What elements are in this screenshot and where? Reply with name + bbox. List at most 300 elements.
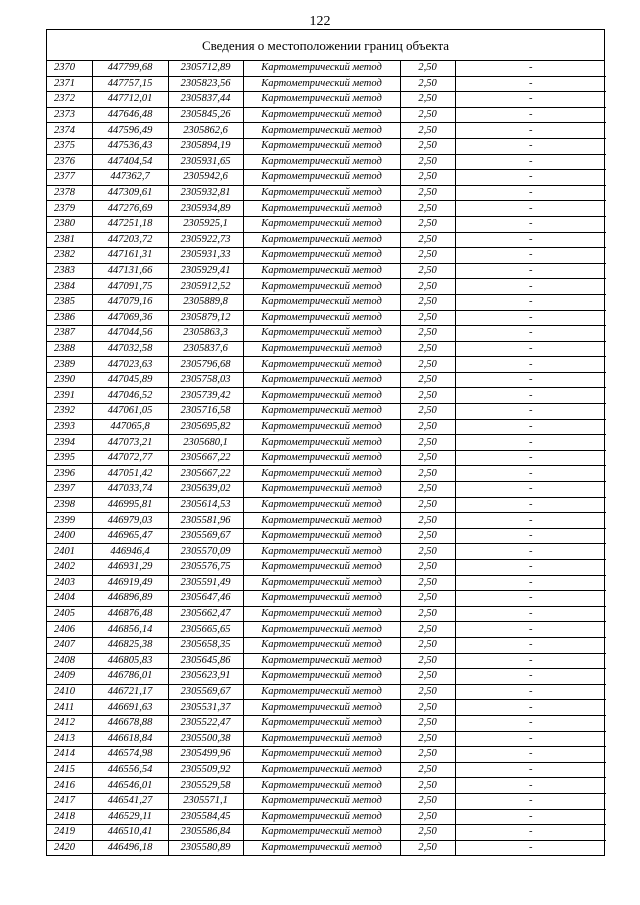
table-row — [47, 76, 606, 92]
precision-cell: 2,50 — [400, 123, 455, 139]
point-number-cell: 2397 — [47, 482, 92, 498]
x-coordinate-cell: 447362,7 — [92, 170, 168, 186]
description-cell: - — [455, 591, 606, 607]
y-coordinate-cell: 2305942,6 — [168, 170, 243, 186]
x-coordinate-cell: 446896,89 — [92, 591, 168, 607]
section-title: Сведения о местоположении границ объекта — [47, 30, 604, 61]
point-number-cell: 2411 — [47, 700, 92, 716]
point-number-cell: 2384 — [47, 279, 92, 295]
method-cell: Картометрический метод — [243, 482, 400, 498]
point-number-cell: 2376 — [47, 154, 92, 170]
y-coordinate-cell: 2305614,53 — [168, 497, 243, 513]
description-cell: - — [455, 435, 606, 451]
precision-cell: 2,50 — [400, 279, 455, 295]
y-coordinate-cell: 2305665,65 — [168, 622, 243, 638]
precision-cell: 2,50 — [400, 669, 455, 685]
table-row — [47, 700, 606, 716]
method-cell: Картометрический метод — [243, 123, 400, 139]
x-coordinate-cell: 447061,05 — [92, 404, 168, 420]
description-cell: - — [455, 560, 606, 576]
method-cell: Картометрический метод — [243, 715, 400, 731]
description-cell: - — [455, 528, 606, 544]
x-coordinate-cell: 446618,84 — [92, 731, 168, 747]
table-row — [47, 466, 606, 482]
x-coordinate-cell: 446721,17 — [92, 684, 168, 700]
precision-cell: 2,50 — [400, 185, 455, 201]
point-number-cell: 2391 — [47, 388, 92, 404]
table-row — [47, 560, 606, 576]
x-coordinate-cell: 446931,29 — [92, 560, 168, 576]
point-number-cell: 2396 — [47, 466, 92, 482]
x-coordinate-cell: 446541,27 — [92, 793, 168, 809]
x-coordinate-cell: 446546,01 — [92, 778, 168, 794]
y-coordinate-cell: 2305500,38 — [168, 731, 243, 747]
precision-cell: 2,50 — [400, 497, 455, 513]
point-number-cell: 2378 — [47, 185, 92, 201]
y-coordinate-cell: 2305576,75 — [168, 560, 243, 576]
point-number-cell: 2383 — [47, 263, 92, 279]
point-number-cell: 2403 — [47, 575, 92, 591]
point-number-cell: 2402 — [47, 560, 92, 576]
description-cell: - — [455, 388, 606, 404]
x-coordinate-cell: 446825,38 — [92, 637, 168, 653]
precision-cell: 2,50 — [400, 138, 455, 154]
x-coordinate-cell: 446556,54 — [92, 762, 168, 778]
method-cell: Картометрический метод — [243, 216, 400, 232]
description-cell: - — [455, 466, 606, 482]
point-number-cell: 2407 — [47, 637, 92, 653]
description-cell: - — [455, 715, 606, 731]
x-coordinate-cell: 447757,15 — [92, 76, 168, 92]
method-cell: Картометрический метод — [243, 232, 400, 248]
description-cell: - — [455, 279, 606, 295]
table-row — [47, 528, 606, 544]
table-row — [47, 92, 606, 108]
precision-cell: 2,50 — [400, 825, 455, 841]
precision-cell: 2,50 — [400, 388, 455, 404]
method-cell: Картометрический метод — [243, 388, 400, 404]
y-coordinate-cell: 2305570,09 — [168, 544, 243, 560]
y-coordinate-cell: 2305712,89 — [168, 61, 243, 76]
table-row — [47, 123, 606, 139]
precision-cell: 2,50 — [400, 544, 455, 560]
y-coordinate-cell: 2305586,84 — [168, 825, 243, 841]
method-cell: Картометрический метод — [243, 528, 400, 544]
point-number-cell: 2377 — [47, 170, 92, 186]
x-coordinate-cell: 447799,68 — [92, 61, 168, 76]
method-cell: Картометрический метод — [243, 513, 400, 529]
description-cell: - — [455, 700, 606, 716]
description-cell: - — [455, 825, 606, 841]
method-cell: Картометрический метод — [243, 294, 400, 310]
x-coordinate-cell: 446919,49 — [92, 575, 168, 591]
method-cell: Картометрический метод — [243, 684, 400, 700]
x-coordinate-cell: 447203,72 — [92, 232, 168, 248]
method-cell: Картометрический метод — [243, 747, 400, 763]
coordinates-table — [47, 61, 606, 855]
y-coordinate-cell: 2305662,47 — [168, 606, 243, 622]
table-row — [47, 138, 606, 154]
precision-cell: 2,50 — [400, 310, 455, 326]
precision-cell: 2,50 — [400, 606, 455, 622]
y-coordinate-cell: 2305823,56 — [168, 76, 243, 92]
method-cell: Картометрический метод — [243, 404, 400, 420]
method-cell: Картометрический метод — [243, 185, 400, 201]
table-row — [47, 637, 606, 653]
method-cell: Картометрический метод — [243, 575, 400, 591]
method-cell: Картометрический метод — [243, 201, 400, 217]
method-cell: Картометрический метод — [243, 419, 400, 435]
method-cell: Картометрический метод — [243, 700, 400, 716]
description-cell: - — [455, 731, 606, 747]
y-coordinate-cell: 2305569,67 — [168, 684, 243, 700]
description-cell: - — [455, 622, 606, 638]
table-row — [47, 731, 606, 747]
table-row — [47, 294, 606, 310]
point-number-cell: 2385 — [47, 294, 92, 310]
description-cell: - — [455, 263, 606, 279]
description-cell: - — [455, 669, 606, 685]
precision-cell: 2,50 — [400, 762, 455, 778]
table-row — [47, 310, 606, 326]
y-coordinate-cell: 2305499,96 — [168, 747, 243, 763]
x-coordinate-cell: 446510,41 — [92, 825, 168, 841]
description-cell: - — [455, 575, 606, 591]
description-cell: - — [455, 61, 606, 76]
y-coordinate-cell: 2305863,3 — [168, 326, 243, 342]
precision-cell: 2,50 — [400, 700, 455, 716]
y-coordinate-cell: 2305934,89 — [168, 201, 243, 217]
point-number-cell: 2398 — [47, 497, 92, 513]
method-cell: Картометрический метод — [243, 341, 400, 357]
x-coordinate-cell: 446786,01 — [92, 669, 168, 685]
y-coordinate-cell: 2305639,02 — [168, 482, 243, 498]
x-coordinate-cell: 447596,49 — [92, 123, 168, 139]
description-cell: - — [455, 404, 606, 420]
description-cell: - — [455, 809, 606, 825]
description-cell: - — [455, 778, 606, 794]
description-cell: - — [455, 185, 606, 201]
method-cell: Картометрический метод — [243, 357, 400, 373]
method-cell: Картометрический метод — [243, 92, 400, 108]
precision-cell: 2,50 — [400, 216, 455, 232]
precision-cell: 2,50 — [400, 170, 455, 186]
y-coordinate-cell: 2305716,58 — [168, 404, 243, 420]
x-coordinate-cell: 446979,03 — [92, 513, 168, 529]
y-coordinate-cell: 2305929,41 — [168, 263, 243, 279]
method-cell: Картометрический метод — [243, 76, 400, 92]
precision-cell: 2,50 — [400, 840, 455, 855]
x-coordinate-cell: 447045,89 — [92, 372, 168, 388]
description-cell: - — [455, 793, 606, 809]
x-coordinate-cell: 446678,88 — [92, 715, 168, 731]
point-number-cell: 2387 — [47, 326, 92, 342]
boundary-table-sheet — [46, 29, 605, 856]
precision-cell: 2,50 — [400, 809, 455, 825]
y-coordinate-cell: 2305571,1 — [168, 793, 243, 809]
table-row — [47, 747, 606, 763]
precision-cell: 2,50 — [400, 248, 455, 264]
table-row — [47, 435, 606, 451]
precision-cell: 2,50 — [400, 404, 455, 420]
table-row — [47, 372, 606, 388]
y-coordinate-cell: 2305667,22 — [168, 450, 243, 466]
point-number-cell: 2372 — [47, 92, 92, 108]
x-coordinate-cell: 446946,4 — [92, 544, 168, 560]
method-cell: Картометрический метод — [243, 731, 400, 747]
precision-cell: 2,50 — [400, 653, 455, 669]
method-cell: Картометрический метод — [243, 154, 400, 170]
table-row — [47, 232, 606, 248]
point-number-cell: 2415 — [47, 762, 92, 778]
x-coordinate-cell: 447536,43 — [92, 138, 168, 154]
description-cell: - — [455, 294, 606, 310]
description-cell: - — [455, 372, 606, 388]
table-row — [47, 778, 606, 794]
x-coordinate-cell: 447069,36 — [92, 310, 168, 326]
description-cell: - — [455, 450, 606, 466]
precision-cell: 2,50 — [400, 482, 455, 498]
table-row — [47, 669, 606, 685]
table-row — [47, 419, 606, 435]
point-number-cell: 2414 — [47, 747, 92, 763]
x-coordinate-cell: 447646,48 — [92, 107, 168, 123]
point-number-cell: 2393 — [47, 419, 92, 435]
description-cell: - — [455, 637, 606, 653]
description-cell: - — [455, 170, 606, 186]
point-number-cell: 2399 — [47, 513, 92, 529]
description-cell: - — [455, 482, 606, 498]
table-row — [47, 715, 606, 731]
description-cell: - — [455, 201, 606, 217]
table-row — [47, 809, 606, 825]
description-cell: - — [455, 840, 606, 855]
precision-cell: 2,50 — [400, 747, 455, 763]
method-cell: Картометрический метод — [243, 170, 400, 186]
precision-cell: 2,50 — [400, 232, 455, 248]
method-cell: Картометрический метод — [243, 606, 400, 622]
description-cell: - — [455, 497, 606, 513]
precision-cell: 2,50 — [400, 419, 455, 435]
description-cell: - — [455, 76, 606, 92]
description-cell: - — [455, 232, 606, 248]
point-number-cell: 2370 — [47, 61, 92, 76]
point-number-cell: 2390 — [47, 372, 92, 388]
method-cell: Картометрический метод — [243, 326, 400, 342]
method-cell: Картометрический метод — [243, 591, 400, 607]
description-cell: - — [455, 154, 606, 170]
y-coordinate-cell: 2305645,86 — [168, 653, 243, 669]
y-coordinate-cell: 2305912,52 — [168, 279, 243, 295]
point-number-cell: 2408 — [47, 653, 92, 669]
description-cell: - — [455, 216, 606, 232]
y-coordinate-cell: 2305531,37 — [168, 700, 243, 716]
method-cell: Картометрический метод — [243, 497, 400, 513]
y-coordinate-cell: 2305695,82 — [168, 419, 243, 435]
y-coordinate-cell: 2305837,6 — [168, 341, 243, 357]
precision-cell: 2,50 — [400, 341, 455, 357]
table-row — [47, 825, 606, 841]
y-coordinate-cell: 2305658,35 — [168, 637, 243, 653]
method-cell: Картометрический метод — [243, 279, 400, 295]
table-row — [47, 107, 606, 123]
y-coordinate-cell: 2305509,92 — [168, 762, 243, 778]
point-number-cell: 2373 — [47, 107, 92, 123]
x-coordinate-cell: 447044,56 — [92, 326, 168, 342]
table-row — [47, 61, 606, 76]
table-row — [47, 263, 606, 279]
x-coordinate-cell: 446529,11 — [92, 809, 168, 825]
method-cell: Картометрический метод — [243, 637, 400, 653]
description-cell: - — [455, 544, 606, 560]
table-row — [47, 591, 606, 607]
table-row — [47, 450, 606, 466]
y-coordinate-cell: 2305584,45 — [168, 809, 243, 825]
table-row — [47, 606, 606, 622]
table-row — [47, 544, 606, 560]
description-cell: - — [455, 606, 606, 622]
y-coordinate-cell: 2305796,68 — [168, 357, 243, 373]
point-number-cell: 2375 — [47, 138, 92, 154]
point-number-cell: 2417 — [47, 793, 92, 809]
description-cell: - — [455, 653, 606, 669]
x-coordinate-cell: 447276,69 — [92, 201, 168, 217]
y-coordinate-cell: 2305569,67 — [168, 528, 243, 544]
description-cell: - — [455, 747, 606, 763]
y-coordinate-cell: 2305845,26 — [168, 107, 243, 123]
table-row — [47, 185, 606, 201]
point-number-cell: 2389 — [47, 357, 92, 373]
point-number-cell: 2380 — [47, 216, 92, 232]
method-cell: Картометрический метод — [243, 435, 400, 451]
y-coordinate-cell: 2305739,42 — [168, 388, 243, 404]
point-number-cell: 2392 — [47, 404, 92, 420]
x-coordinate-cell: 446876,48 — [92, 606, 168, 622]
y-coordinate-cell: 2305667,22 — [168, 466, 243, 482]
precision-cell: 2,50 — [400, 372, 455, 388]
method-cell: Картометрический метод — [243, 825, 400, 841]
method-cell: Картометрический метод — [243, 793, 400, 809]
point-number-cell: 2412 — [47, 715, 92, 731]
y-coordinate-cell: 2305758,03 — [168, 372, 243, 388]
precision-cell: 2,50 — [400, 450, 455, 466]
table-row — [47, 216, 606, 232]
x-coordinate-cell: 447065,8 — [92, 419, 168, 435]
x-coordinate-cell: 446965,47 — [92, 528, 168, 544]
description-cell: - — [455, 123, 606, 139]
method-cell: Картометрический метод — [243, 560, 400, 576]
table-row — [47, 326, 606, 342]
y-coordinate-cell: 2305580,89 — [168, 840, 243, 855]
x-coordinate-cell: 447072,77 — [92, 450, 168, 466]
method-cell: Картометрический метод — [243, 762, 400, 778]
description-cell: - — [455, 138, 606, 154]
point-number-cell: 2379 — [47, 201, 92, 217]
precision-cell: 2,50 — [400, 560, 455, 576]
point-number-cell: 2371 — [47, 76, 92, 92]
x-coordinate-cell: 446805,83 — [92, 653, 168, 669]
y-coordinate-cell: 2305623,91 — [168, 669, 243, 685]
y-coordinate-cell: 2305932,81 — [168, 185, 243, 201]
precision-cell: 2,50 — [400, 575, 455, 591]
table-row — [47, 482, 606, 498]
description-cell: - — [455, 107, 606, 123]
table-row — [47, 154, 606, 170]
method-cell: Картометрический метод — [243, 61, 400, 76]
y-coordinate-cell: 2305925,1 — [168, 216, 243, 232]
table-row — [47, 684, 606, 700]
precision-cell: 2,50 — [400, 107, 455, 123]
point-number-cell: 2394 — [47, 435, 92, 451]
table-row — [47, 341, 606, 357]
point-number-cell: 2388 — [47, 341, 92, 357]
method-cell: Картометрический метод — [243, 669, 400, 685]
table-row — [47, 497, 606, 513]
x-coordinate-cell: 447033,74 — [92, 482, 168, 498]
precision-cell: 2,50 — [400, 528, 455, 544]
page-number: 122 — [309, 14, 331, 29]
point-number-cell: 2404 — [47, 591, 92, 607]
point-number-cell: 2401 — [47, 544, 92, 560]
y-coordinate-cell: 2305931,33 — [168, 248, 243, 264]
precision-cell: 2,50 — [400, 61, 455, 76]
precision-cell: 2,50 — [400, 466, 455, 482]
precision-cell: 2,50 — [400, 793, 455, 809]
y-coordinate-cell: 2305894,19 — [168, 138, 243, 154]
coordinates-table-body — [47, 61, 606, 855]
precision-cell: 2,50 — [400, 591, 455, 607]
precision-cell: 2,50 — [400, 731, 455, 747]
x-coordinate-cell: 446691,63 — [92, 700, 168, 716]
point-number-cell: 2395 — [47, 450, 92, 466]
point-number-cell: 2416 — [47, 778, 92, 794]
precision-cell: 2,50 — [400, 778, 455, 794]
point-number-cell: 2409 — [47, 669, 92, 685]
table-row — [47, 248, 606, 264]
x-coordinate-cell: 447091,75 — [92, 279, 168, 295]
x-coordinate-cell: 447712,01 — [92, 92, 168, 108]
description-cell: - — [455, 357, 606, 373]
point-number-cell: 2419 — [47, 825, 92, 841]
point-number-cell: 2413 — [47, 731, 92, 747]
x-coordinate-cell: 446496,18 — [92, 840, 168, 855]
x-coordinate-cell: 447073,21 — [92, 435, 168, 451]
x-coordinate-cell: 447251,18 — [92, 216, 168, 232]
method-cell: Картометрический метод — [243, 372, 400, 388]
y-coordinate-cell: 2305591,49 — [168, 575, 243, 591]
method-cell: Картометрический метод — [243, 653, 400, 669]
x-coordinate-cell: 447032,58 — [92, 341, 168, 357]
point-number-cell: 2405 — [47, 606, 92, 622]
precision-cell: 2,50 — [400, 715, 455, 731]
point-number-cell: 2420 — [47, 840, 92, 855]
method-cell: Картометрический метод — [243, 544, 400, 560]
table-row — [47, 357, 606, 373]
method-cell: Картометрический метод — [243, 778, 400, 794]
y-coordinate-cell: 2305522,47 — [168, 715, 243, 731]
method-cell: Картометрический метод — [243, 107, 400, 123]
description-cell: - — [455, 92, 606, 108]
table-row — [47, 653, 606, 669]
x-coordinate-cell: 446856,14 — [92, 622, 168, 638]
method-cell: Картометрический метод — [243, 622, 400, 638]
table-row — [47, 762, 606, 778]
table-row — [47, 575, 606, 591]
y-coordinate-cell: 2305862,6 — [168, 123, 243, 139]
table-row — [47, 513, 606, 529]
y-coordinate-cell: 2305879,12 — [168, 310, 243, 326]
table-row — [47, 201, 606, 217]
